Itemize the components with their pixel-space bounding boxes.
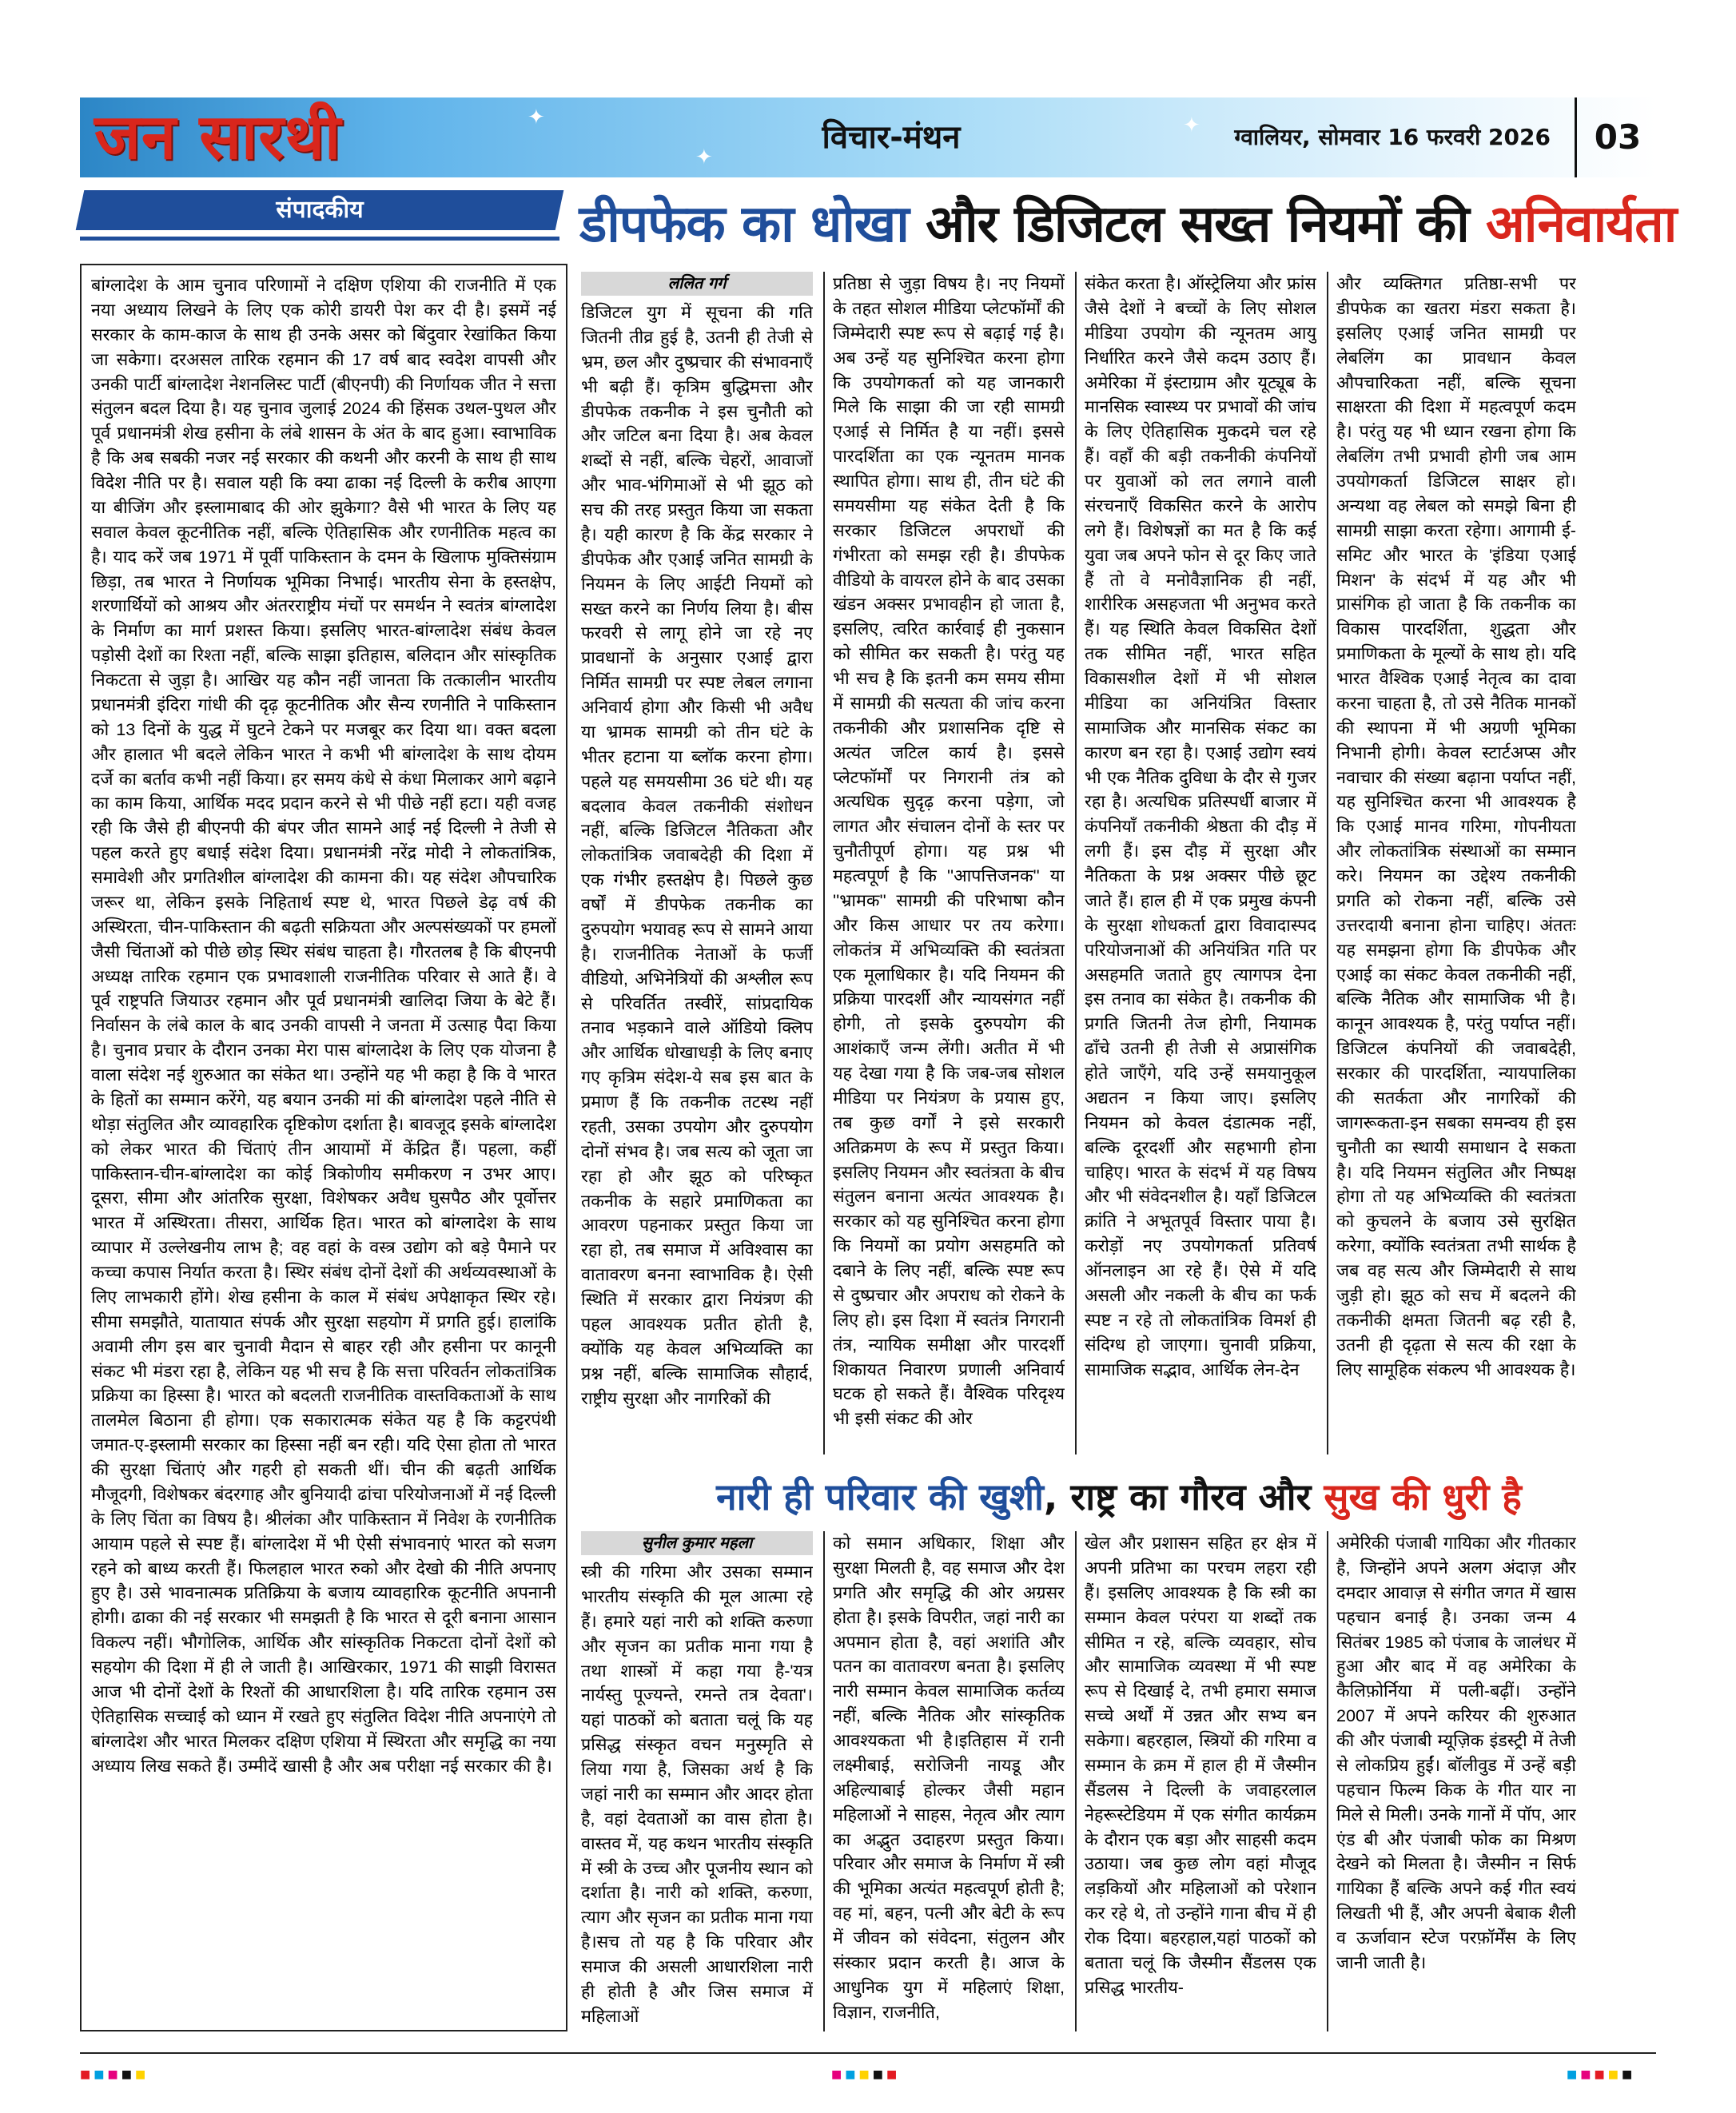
article2-headline-part1: नारी ही परिवार की खुशी xyxy=(716,1475,1044,1518)
column-rule xyxy=(823,272,825,1454)
editorial-text: बांग्लादेश के आम चुनाव परिणामों ने दक्षिण एशिया की राजनीति में एक नया अध्याय लिखने के लिए एक कोरी डायरी पेश कर दी है। इसमें नई सरकार के काम-काज के साथ ही उनके असर को बिंदुवार रेखांकित किया जा सकेगा। दरअसल तारिक रहमान की 17 वर्ष बाद स्वदेश वापसी और उनकी पार्टी बांग्लादेश नेशनलिस्ट पार्टी (बीएनपी) की निर्णायक जीत ने सत्ता संतुलन बदल दिया है। यह चुनाव जुलाई 2024 की हिंसक उथल-पुथल और पूर्व प्रधानमंत्री शेख हसीना के लंबे शासन के अंत के बाद हुआ। स्वाभाविक है कि अब सबकी नजर नई सरकार की कथनी और करनी के साथ ही साथ विदेश नीति पर है। सवाल यही कि क्या ढाका नई दिल्ली के करीब आएगा या बीजिंग और इस्लामाबाद की ओर झुकेगा? वैसे भी भारत के लिए यह सवाल केवल कूटनीतिक नहीं, बल्कि ऐतिहासिक और रणनीतिक महत्व का है। याद करें जब 1971 में पूर्वी पाकिस्तान के दमन के खिलाफ मुक्तिसंग्राम छिड़ा, तब भारत ने निर्णायक भूमिका निभाई। भारतीय सेना के हस्तक्षेप, शरणार्थियों को आश्रय और अंतरराष्ट्रीय मंचों पर समर्थन ने स्वतंत्र बांग्लादेश के निर्माण का मार्ग प्रशस्त किया। इसलिए भारत-बांग्लादेश संबंध केवल पड़ोसी देशों का रिश्ता नहीं, बल्कि साझा इतिहास, बलिदान और सांस्कृतिक निकटता से जुड़ा है। आखिर यह कौन नहीं जानता कि तत्कालीन भारतीय प्रधानमंत्री इंदिरा गांधी की दृढ़ कूटनीतिक और सैन्य रणनीति ने पाकिस्तान को 13 दिनों के युद्ध में घुटने टेकने पर मजबूर कर दिया था। वक्त बदला और हालात भी बदले लेकिन भारत ने कभी भी बांग्लादेश के साथ दोयम दर्जे का बर्ताव कभी नहीं किया। हर समय कंधे से कंधा मिलाकर आगे बढ़ाने का काम किया, आर्थिक मदद प्रदान करने से भी पीछे नहीं हटा। यही वजह रही कि जैसे ही बीएनपी की बंपर जीत सामने आई नई दिल्ली ने तेजी से पहल करते हुए बधाई संदेश दिया। प्रधानमंत्री नरेंद्र मोदी ने लोकतांत्रिक, समावेशी और प्रगतिशील बांग्लादेश की कामना की। यह संदेश औपचारिक जरूर था, लेकिन इसके निहितार्थ स्पष्ट थे, भारत पिछले डेढ़ वर्ष की अस्थिरता, चीन-पाकिस्तान की बढ़ती सक्रियता और अल्पसंख्यकों पर हमलों जैसी चिंताओं को पीछे छोड़ स्थिर संबंध चाहता है। गौरतलब है कि बीएनपी अध्यक्ष तारिक रहमान एक प्रभावशाली राजनीतिक परिवार से आते हैं। वे पूर्व राष्ट्रपति जियाउर रहमान और पूर्व प्रधानमंत्री खालिदा जिया के बेटे हैं। निर्वासन के लंबे काल के बाद उनकी वापसी ने जनता में उत्साह पैदा किया है। चुनाव प्रचार के दौरान उनका मेरा पास बांग्लादेश के लिए एक योजना है वाला संदेश नई शुरुआत का संकेत था। उन्होंने यह भी कहा है कि वे भारत के हितों का सम्मान करेंगे, यह बयान उनकी मां की बांग्लादेश पहले नीति से थोड़ा संतुलित और व्यावहारिक दृष्टिकोण दर्शाता है। बावजूद इसके बांग्लादेश को लेकर भारत की चिंताएं तीन आयामों में केंद्रित हैं। पहला, कहीं पाकिस्तान-चीन-बांग्लादेश का कोई त्रिकोणीय समीकरण न उभर आए। दूसरा, सीमा और आंतरिक सुरक्षा, विशेषकर अवैध घुसपैठ और पूर्वोत्तर भारत में अस्थिरता। तीसरा, आर्थिक हित। भारत को बांग्लादेश के साथ व्यापार में उल्लेखनीय लाभ है; वह वहां के वस्त्र उद्योग को बड़े पैमाने पर कच्चा कपास निर्यात करता है। स्थिर संबंध दोनों देशों की अर्थव्यवस्थाओं के लिए लाभकारी होंगे। शेख हसीना के काल में संबंध अपेक्षाकृत स्थिर रहे। सीमा समझौते, यातायात संपर्क और सुरक्षा सहयोग में प्रगति हुई। हालांकि अवामी लीग इस बार चुनावी मैदान से बाहर रही और हसीना पर कानूनी संकट भी मंडरा रहा है, लेकिन यह भी सच है कि सत्ता परिवर्तन लोकतांत्रिक प्रक्रिया का हिस्सा है। भारत को बदलती राजनीतिक वास्तविकताओं के साथ तालमेल बिठाना ही होगा। एक सकारात्मक संकेत यह है कि कट्टरपंथी जमात-ए-इस्लामी सरकार का हिस्सा नहीं बन रही। यदि ऐसा होता तो भारत की सुरक्षा चिंताएं और गहरी हो सकती थीं। चीन की बढ़ती आर्थिक मौजूदगी, विशेषकर बंदरगाह और बुनियादी ढांचा परियोजनाओं में नई दिल्ली के लिए चिंता का विषय है। श्रीलंका और पाकिस्तान में निवेश के रणनीतिक आयाम पहले से स्पष्ट हैं। बांग्लादेश में भी ऐसी संभावनाएं भारत को सजग रहने को बाध्य करती हैं। फिलहाल भारत रुको और देखो की नीति अपनाए हुए है। उसे भावनात्मक प्रतिक्रिया के बजाय व्यावहारिक कूटनीति अपनानी होगी। ढाका की नई सरकार भी समझती है कि भारत से दूरी बनाना आसान विकल्प नहीं। भौगोलिक, आर्थिक और सांस्कृतिक निकटता दोनों देशों को सहयोग की दिशा में ही ले जाती है। आखिरकार, 1971 की साझी विरासत आज भी दोनों देशों के रिश्तों की आधारशिला है। यदि तारिक रहमान उस ऐतिहासिक सच्चाई को ध्यान में रखते हुए संतुलित विदेश नीति अपनाएंगे तो बांग्लादेश और भारत मिलकर दक्षिण एशिया में स्थिरता और समृद्धि का नया अध्याय लिख सकते हैं। उम्मीदें खासी है और अब परीक्षा नई सरकार की है। xyxy=(91,275,556,1776)
column-rule xyxy=(1327,272,1328,1454)
article2-column-4: अमेरिकी पंजाबी गायिका और गीतकार है, जिन्होंने अपने अलग अंदाज़ और दमदार आवाज़ से संगीत जगत में खास पहचान बनाई है। उनका जन्म 4 सितंबर 1985 को पंजाब के जालंधर में हुआ और बाद में वह अमेरिका के कैलिफ़ोर्निया में पली-बढ़ीं। उन्होंने 2007 में अपने करियर की शुरुआत की और पंजाबी म्यूज़िक इंडस्ट्री में तेजी से लोकप्रिय हुईं। बॉलीवुड में उन्हें बड़ी पहचान फिल्म किक के गीत यार ना मिले से मिली। उनके गानों में पॉप, आर एंड बी और पंजाबी फोक का मिश्रण देखने को मिलता है। जैस्मीन न सिर्फ गायिका हैं बल्कि अपने कई गीत स्वयं लिखती भी हैं, और अपनी बेबाक शैली व ऊर्जावान स्टेज परफ़ॉर्मेंस के लिए जानी जाती है। xyxy=(1336,1533,1576,1972)
article2-column-1-text: स्त्री की गरिमा और उसका सम्मान भारतीय संस्कृति की मूल आत्मा रहे हैं। हमारे यहां नारी को शक्ति करुणा और सृजन का प्रतीक माना गया है तथा शास्त्रों में कहा गया है-'यत्र नार्यस्तु पूज्यन्ते, रमन्ते तत्र देवता'। यहां पाठकों को बताता चलूं कि यह प्रसिद्ध संस्कृत वचन मनुस्मृति से लिया गया है, जिसका अर्थ है कि जहां नारी का सम्मान और आदर होता है, वहां देवताओं का वास होता है। वास्तव में, यह कथन भारतीय संस्कृति में स्त्री के उच्च और पूजनीय स्थान को दर्शाता है। नारी को शक्ति, करुणा, त्याग और सृजन का प्रतीक माना गया है।सच तो यह है कि परिवार और समाज की असली आधारशिला नारी ही होती है और जिस समाज में महिलाओं xyxy=(581,1562,813,2026)
footer-rule xyxy=(80,2052,1656,2054)
editorial-tag-underline xyxy=(80,237,559,241)
article1-column-4: और व्यक्तिगत प्रतिष्ठा-सभी पर डीपफेक का खतरा मंडरा सकता है। इसलिए एआई जनित सामग्री पर लेबलिंग का प्रावधान केवल औपचारिकता नहीं, बल्कि सूचना साक्षरता की दिशा में महत्वपूर्ण कदम है। परंतु यह भी ध्यान रखना होगा कि लेबलिंग तभी प्रभावी होगी जब आम उपयोगकर्ता डिजिटल साक्षर हो। अन्यथा वह लेबल को समझे बिना ही सामग्री साझा करता रहेगा। आगामी ई-समिट और भारत के 'इंडिया एआई मिशन' के संदर्भ में यह और भी प्रासंगिक हो जाता है कि तकनीक का विकास पारदर्शिता, शुद्धता और प्रमाणिकता के मूल्यों के साथ हो। यदि भारत वैश्विक एआई नेतृत्व का दावा करना चाहता है, तो उसे नैतिक मानकों की स्थापना में भी अग्रणी भूमिका निभानी होगी। केवल स्टार्टअप्स और नवाचार की संख्या बढ़ाना पर्याप्त नहीं, यह सुनिश्चित करना भी आवश्यक है कि एआई मानव गरिमा, गोपनीयता और लोकतांत्रिक संस्थाओं का सम्मान करे। नियमन का उद्देश्य तकनीकी प्रगति को रोकना नहीं, बल्कि उसे उत्तरदायी बनाना होना चाहिए। अंततः यह समझना होगा कि डीपफेक और एआई का संकट केवल तकनीकी नहीं, बल्कि नैतिक और सामाजिक भी है। कानून आवश्यक है, परंतु पर्याप्त नहीं। डिजिटल कंपनियों की जवाबदेही, सरकार की पारदर्शिता, न्यायपालिका की सतर्कता और नागरिकों की जागरूकता-इन सबका समन्वय ही इस चुनौती का स्थायी समाधान दे सकता है। यदि नियमन संतुलित और निष्पक्ष होगा तो यह अभिव्यक्ति की स्वतंत्रता को कुचलने के बजाय उसे सुरक्षित करेगा, क्योंकि स्वतंत्रता तभी सार्थक है जब वह सत्य और जिम्मेदारी से साथ जुड़ी हो। झूठ को सच में बदलने की तकनीकी क्षमता जितनी बढ़ रही है, उतनी ही दृढ़ता से सत्य की रक्षा के लिए सामूहिक संकल्प भी आवश्यक है। xyxy=(1336,273,1576,1379)
article1-headline-part1: डीपफेक का धोखा xyxy=(579,195,909,254)
column-rule xyxy=(1327,1531,1328,2031)
article2-column-2: को समान अधिकार, शिक्षा और सुरक्षा मिलती है, वह समाज और देश प्रगति और समृद्धि की ओर अग्रसर होता है। इसके विपरीत, जहां नारी का अपमान होता है, वहां अशांति और पतन का वातावरण बनता है। इसलिए नारी सम्मान केवल सामाजिक कर्तव्य नहीं, बल्कि नैतिक और सांस्कृतिक आवश्यकता भी है।इतिहास में रानी लक्ष्मीबाई, सरोजिनी नायडू और अहिल्याबाई होल्कर जैसी महान महिलाओं ने साहस, नेतृत्व और त्याग का अद्भुत उदाहरण प्रस्तुत किया। परिवार और समाज के निर्माण में स्त्री की भूमिका अत्यंत महत्वपूर्ण होती है; वह मां, बहन, पत्नी और बेटी के रूप में जीवन को संवेदना, संतुलन और संस्कार प्रदान करती है। आज के आधुनिक युग में महिलाएं शिक्षा, विज्ञान, राजनीति, xyxy=(833,1533,1065,2022)
article2-headline-part2: , राष्ट्र का गौरव और xyxy=(1043,1475,1324,1518)
article1-column-3: संकेत करता है। ऑस्ट्रेलिया और फ्रांस जैसे देशों ने बच्चों के लिए सोशल मीडिया उपयोग की न्यूनतम आयु निर्धारित करने जैसे कदम उठाए हैं। अमेरिका में इंस्टाग्राम और यूट्यूब के मानसिक स्वास्थ्य पर प्रभावों की जांच के लिए ऐतिहासिक मुकदमे चल रहे हैं। वहाँ की बड़ी तकनीकी कंपनियों पर युवाओं को लत लगाने वाली संरचनाएँ विकसित करने के आरोप लगे हैं। विशेषज्ञों का मत है कि कई युवा जब अपने फोन से दूर किए जाते हैं तो वे मनोवैज्ञानिक ही नहीं, शारीरिक असहजता भी अनुभव करते हैं। यह स्थिति केवल विकसित देशों तक सीमित नहीं, भारत सहित विकासशील देशों में भी सोशल मीडिया का अनियंत्रित विस्तार सामाजिक और मानसिक संकट का कारण बन रहा है। एआई उद्योग स्वयं भी एक नैतिक दुविधा के दौर से गुजर रहा है। अत्यधिक प्रतिस्पर्धी बाजार में कंपनियाँ तकनीकी श्रेष्ठता की दौड़ में लगी हैं। इस दौड़ में सुरक्षा और नैतिकता के प्रश्न अक्सर पीछे छूट जाते हैं। हाल ही में एक प्रमुख कंपनी के सुरक्षा शोधकर्ता द्वारा विवादास्पद परियोजनाओं की अनियंत्रित गति पर असहमति जताते हुए त्यागपत्र देना इस तनाव का संकेत है। तकनीक की प्रगति जितनी तेज होगी, नियामक ढाँचे उतनी ही तेजी से अप्रासंगिक होते जाएँगे, यदि उन्हें समयानुकूल अद्यतन न किया जाए। इसलिए नियमन को केवल दंडात्मक नहीं, बल्कि दूरदर्शी और सहभागी होना चाहिए। भारत के संदर्भ में यह विषय और भी संवेदनशील है। यहाँ डिजिटल क्रांति ने अभूतपूर्व विस्तार पाया है। करोड़ों नए उपयोगकर्ता प्रतिवर्ष ऑनलाइन आ रहे हैं। ऐसे में यदि असली और नकली के बीच का फर्क स्पष्ट न रहे तो लोकतांत्रिक विमर्श ही संदिग्ध हो जाएगा। चुनावी प्रक्रिया, सामाजिक सद्भाव, आर्थिक लेन-देन xyxy=(1085,273,1316,1379)
column-rule xyxy=(1075,272,1077,1454)
article2-column-1 xyxy=(581,1531,813,2031)
article1-column-2: प्रतिष्ठा से जुड़ा विषय है। नए नियमों के तहत सोशल मीडिया प्लेटफॉर्मों की जिम्मेदारी स्पष्ट रूप से बढ़ाई गई है। अब उन्हें यह सुनिश्चित करना होगा कि उपयोगकर्ता को यह जानकारी मिले कि साझा की जा रही सामग्री एआई से निर्मित है या नहीं। इससे पारदर्शिता का एक न्यूनतम मानक स्थापित होगा। साथ ही, तीन घंटे की समयसीमा यह संकेत देती है कि सरकार डिजिटल अपराधों की गंभीरता को समझ रही है। डीपफेक वीडियो के वायरल होने के बाद उसका खंडन अक्सर प्रभावहीन हो जाता है, इसलिए, त्वरित कार्रवाई ही नुकसान को सीमित कर सकती है। परंतु यह भी सच है कि इतनी कम समय सीमा में सामग्री की सत्यता की जांच करना तकनीकी और प्रशासनिक दृष्टि से अत्यंत जटिल कार्य है। इससे प्लेटफॉर्मों पर निगरानी तंत्र को अत्यधिक सुदृढ़ करना पड़ेगा, जो लागत और संचालन दोनों के स्तर पर चुनौतीपूर्ण होगा। यह प्रश्न भी महत्वपूर्ण है कि ''आपत्तिजनक'' या ''भ्रामक'' सामग्री की परिभाषा कौन और किस आधार पर तय करेगा। लोकतंत्र में अभिव्यक्ति की स्वतंत्रता एक मूलाधिकार है। यदि नियमन की प्रक्रिया पारदर्शी और न्यायसंगत नहीं होगी, तो इसके दुरुपयोग की आशंकाएँ जन्म लेंगी। अतीत में भी यह देखा गया है कि जब-जब सोशल मीडिया पर नियंत्रण के प्रयास हुए, तब कुछ वर्गों ने इसे सरकारी अतिक्रमण के रूप में प्रस्तुत किया। इसलिए नियमन और स्वतंत्रता के बीच संतुलन बनाना अत्यंत आवश्यक है। सरकार को यह सुनिश्चित करना होगा कि नियमों का प्रयोग असहमति को दबाने के लिए नहीं, बल्कि स्पष्ट रूप से दुष्प्रचार और अपराध को रोकने के लिए हो। इस दिशा में स्वतंत्र निगरानी तंत्र, न्यायिक समीक्षा और पारदर्शी शिकायत निवारण प्रणाली अनिवार्य घटक हो सकते हैं। वैश्विक परिदृश्य भी इसी संकट की ओर xyxy=(833,273,1065,1429)
article1-byline: ललित गर्ग xyxy=(581,272,813,296)
article2-column-3: खेल और प्रशासन सहित हर क्षेत्र में अपनी प्रतिभा का परचम लहरा रही हैं। इसलिए आवश्यक है कि स्त्री का सम्मान केवल परंपरा या शब्दों तक सीमित न रहे, बल्कि व्यवहार, सोच और सामाजिक व्यवस्था में भी स्पष्ट रूप से दिखाई दे, तभी हमारा समाज सच्चे अर्थों में उन्नत और सभ्य बन सकेगा। बहरहाल, स्त्रियों की गरिमा व सम्मान के क्रम में हाल ही में जैस्मीन सैंडलस ने दिल्ली के जवाहरलाल नेहरूस्टेडियम में एक संगीत कार्यक्रम के दौरान एक बड़ा और साहसी कदम उठाया। जब कुछ लोग वहां मौजूद लड़कियों और महिलाओं को परेशान कर रहे थे, तो उन्होंने गाना बीच में ही रोक दिया। बहरहाल,यहां पाठकों को बताता चलूं कि जैस्मीन सैंडलस एक प्रसिद्ध भारतीय- xyxy=(1085,1533,1316,1997)
article1-headline-part3: अनिवार्यता xyxy=(1486,195,1677,254)
article2-byline: सुनील कुमार महला xyxy=(581,1531,813,1555)
editorial-tag: संपादकीय xyxy=(276,196,364,224)
article1-column-1-text: डिजिटल युग में सूचना की गति जितनी तीव्र हुई है, उतनी ही तेजी से भ्रम, छल और दुष्प्रचार की संभावनाएँ भी बढ़ी हैं। कृत्रिम बुद्धिमत्ता और डीपफेक तकनीक ने इस चुनौती को और जटिल बना दिया है। अब केवल शब्दों से नहीं, बल्कि चेहरों, आवाजों और भाव-भंगिमाओं से भी झूठ को सच की तरह प्रस्तुत किया जा सकता है। यही कारण है कि केंद्र सरकार ने डीपफेक और एआई जनित सामग्री के नियमन के लिए आईटी नियमों को सख्त करने का निर्णय लिया है। बीस फरवरी से लागू होने जा रहे नए प्रावधानों के अनुसार एआई द्वारा निर्मित सामग्री पर स्पष्ट लेबल लगाना अनिवार्य होगा और किसी भी अवैध या भ्रामक सामग्री को तीन घंटे के भीतर हटाना या ब्लॉक करना होगा। पहले यह समयसीमा 36 घंटे थी। यह बदलाव केवल तकनीकी संशोधन नहीं, बल्कि डिजिटल नैतिकता और लोकतांत्रिक जवाबदेही की दिशा में एक गंभीर हस्तक्षेप है। पिछले कुछ वर्षों में डीपफेक तकनीक का दुरुपयोग भयावह रूप से सामने आया है। राजनीतिक नेताओं के फर्जी वीडियो, अभिनेत्रियों की अश्लील रूप से परिवर्तित तस्वीरें, सांप्रदायिक तनाव भड़काने वाले ऑडियो क्लिप और आर्थिक धोखाधड़ी के लिए बनाए गए कृत्रिम संदेश-ये सब इस बात के प्रमाण हैं कि तकनीक तटस्थ नहीं रहती, उसका उपयोग और दुरुपयोग दोनों संभव है। जब सत्य को जूता जा रहा हो और झूठ को परिष्कृत तकनीक के सहारे प्रमाणिकता का आवरण पहनाकर प्रस्तुत किया जा रहा हो, तब समाज में अविश्वास का वातावरण बनना स्वाभाविक है। ऐसी स्थिति में सरकार द्वारा नियंत्रण की पहल आवश्यक प्रतीत होती है, क्योंकि यह केवल अभिव्यक्ति का प्रश्न नहीं, बल्कि सामाजिक सौहार्द, राष्ट्रीय सुरक्षा और नागरिकों की xyxy=(581,302,813,1408)
page-number: 03 xyxy=(1575,97,1658,177)
article1-column-1 xyxy=(581,272,813,1454)
column-rule xyxy=(823,1531,825,2031)
article2-headline-part3: सुख की धुरी है xyxy=(1324,1475,1522,1518)
star-icon: ✦ xyxy=(695,145,713,169)
dateline: ग्वालियर, सोमवार 16 फरवरी 2026 xyxy=(1234,124,1551,150)
section-title: विचार-मंथन xyxy=(822,119,961,156)
article1-headline-part2: और डिजिटल सख्त नियमों की xyxy=(908,195,1487,254)
article2-headline xyxy=(579,1470,1658,1523)
registration-marks-icon: ■■■■■ xyxy=(80,2068,149,2081)
registration-marks-icon: ■■■■■ xyxy=(1567,2068,1636,2081)
newspaper-logo: जन सारथी xyxy=(94,101,342,173)
star-icon: ✦ xyxy=(528,105,545,129)
star-icon: ✦ xyxy=(1183,113,1200,137)
article1-headline xyxy=(579,190,1677,259)
registration-marks-icon: ■■■■■ xyxy=(831,2068,901,2081)
column-rule xyxy=(1075,1531,1077,2031)
